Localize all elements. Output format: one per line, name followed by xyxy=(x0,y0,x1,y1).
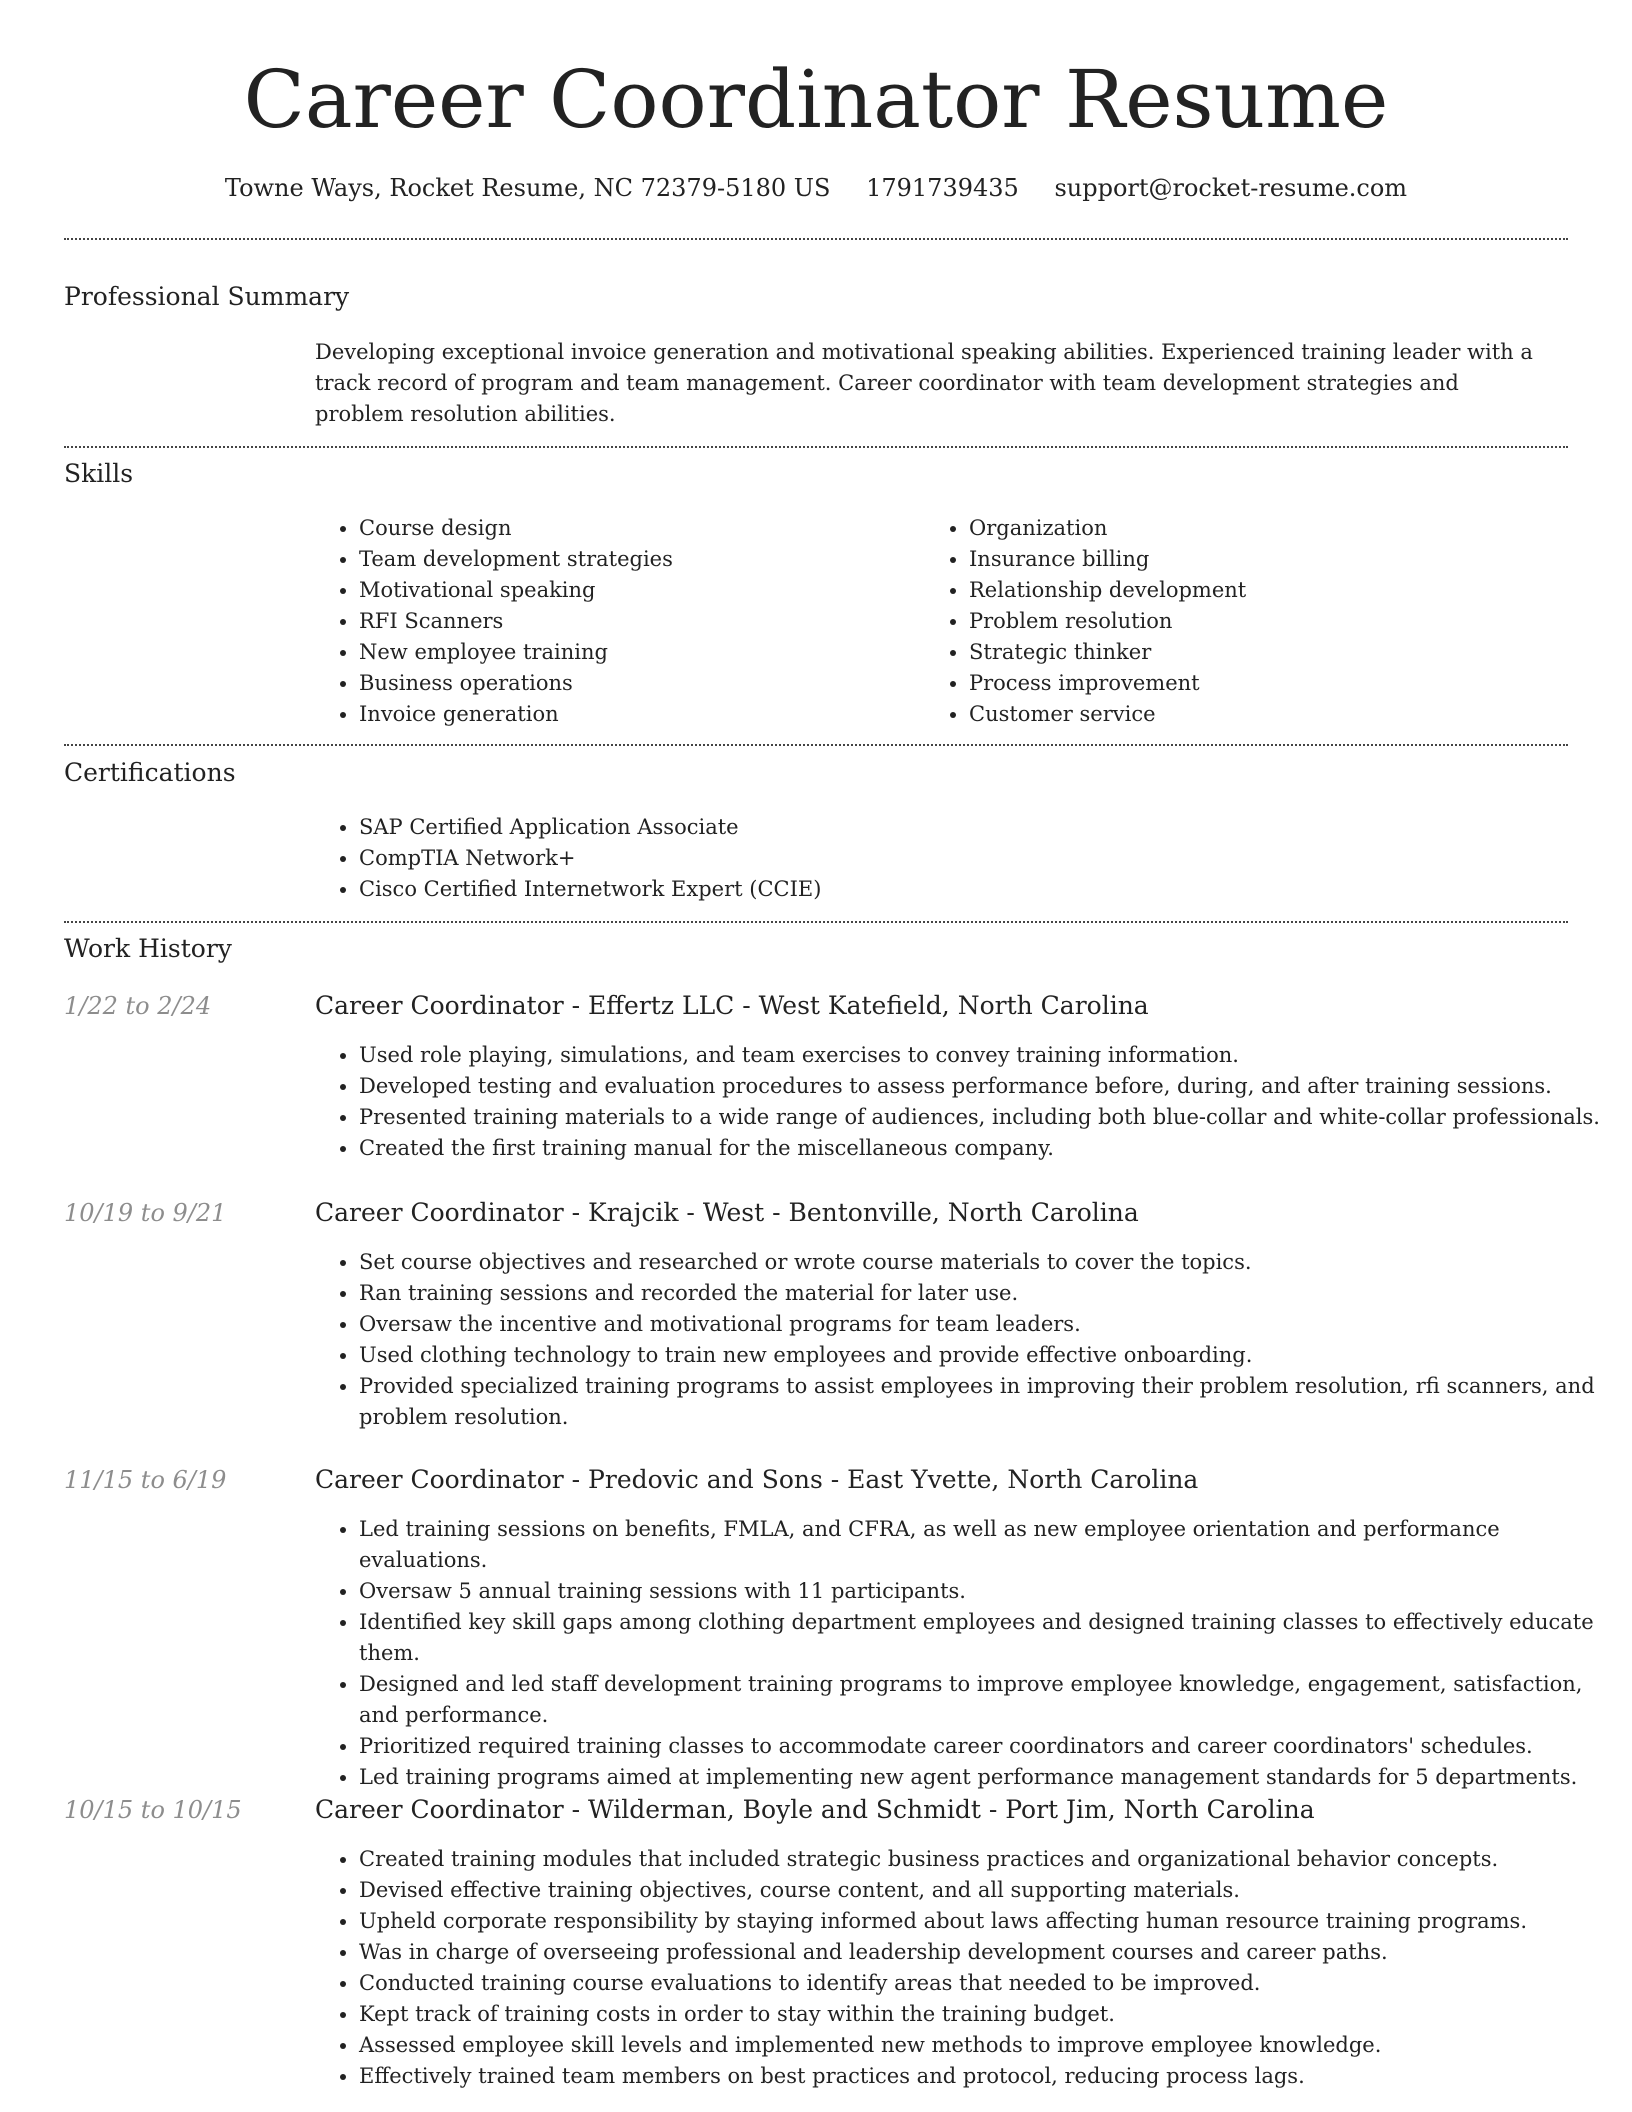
skill-item: • Team development strategies xyxy=(359,544,919,575)
certifications-heading: Certifications xyxy=(64,758,236,787)
skill-item: • Customer service xyxy=(969,699,1569,730)
work-heading: Work History xyxy=(64,934,232,963)
skills-heading: Skills xyxy=(64,459,134,488)
skill-item: • Process improvement xyxy=(969,668,1569,699)
certification-item: • CompTIA Network+ xyxy=(359,843,1589,874)
job-bullets xyxy=(315,1040,1609,1164)
job-bullet: • Used clothing technology to train new employees and provide effective onboarding. xyxy=(359,1340,1609,1371)
job-bullet: • Conducted training course evaluations to identify areas that needed to be improved. xyxy=(359,1968,1609,1999)
job-bullet: • Presented training materials to a wide range of audiences, including both blue-collar and white-collar professionals. xyxy=(359,1102,1609,1133)
summary-text: Developing exceptional invoice generation and motivational speaking abilities. Experienced training leader with a track record of program and team management. Career coordinator with team development strategies and problem resolution abilities. xyxy=(315,340,1533,426)
job-bullets xyxy=(315,1844,1609,2092)
job-bullet: • Created training modules that included strategic business practices and organizational behavior concepts. xyxy=(359,1844,1609,1875)
job-bullet: • Used role playing, simulations, and team exercises to convey training information. xyxy=(359,1040,1609,1071)
skill-item: • Problem resolution xyxy=(969,606,1569,637)
job-bullets xyxy=(315,1514,1609,1793)
skill-item: • RFI Scanners xyxy=(359,606,919,637)
job-dates: 10/15 to 10/15 xyxy=(64,1796,242,1824)
job-bullet: • Effectively trained team members on best practices and protocol, reducing process lags. xyxy=(359,2061,1609,2092)
skill-item: • Motivational speaking xyxy=(359,575,919,606)
job-bullets xyxy=(315,1247,1609,1433)
contact-line xyxy=(0,170,1632,206)
contact-email: support@rocket-resume.com xyxy=(1054,174,1408,202)
contact-phone: 1791739435 xyxy=(866,174,1019,202)
job-dates: 11/15 to 6/19 xyxy=(64,1466,227,1494)
job-bullet: • Led training programs aimed at implementing new agent performance management standards for 5 departments. xyxy=(359,1762,1609,1793)
job-bullet: • Oversaw the incentive and motivational programs for team leaders. xyxy=(359,1309,1609,1340)
skill-item: • Strategic thinker xyxy=(969,637,1569,668)
job-bullet: • Oversaw 5 annual training sessions with 11 participants. xyxy=(359,1576,1609,1607)
job-bullet: • Provided specialized training programs to assist employees in improving their problem resolution, rfi scanners, and problem resolution. xyxy=(359,1371,1609,1433)
summary-heading: Professional Summary xyxy=(64,282,350,311)
section-divider xyxy=(64,744,1568,746)
section-divider xyxy=(64,446,1568,448)
job-dates: 1/22 to 2/24 xyxy=(64,992,212,1020)
skill-item: • Course design xyxy=(359,513,919,544)
job-bullet: • Devised effective training objectives, course content, and all supporting materials. xyxy=(359,1875,1609,1906)
job-bullet: • Developed testing and evaluation procedures to assess performance before, during, and after training sessions. xyxy=(359,1071,1609,1102)
skill-item: • Business operations xyxy=(359,668,919,699)
resume-title: Career Coordinator Resume xyxy=(243,53,1389,146)
job-bullet: • Assessed employee skill levels and implemented new methods to improve employee knowledge. xyxy=(359,2030,1609,2061)
job-bullet: • Kept track of training costs in order to stay within the training budget. xyxy=(359,1999,1609,2030)
job-bullet: • Set course objectives and researched or wrote course materials to cover the topics. xyxy=(359,1247,1609,1278)
skill-item: • New employee training xyxy=(359,637,919,668)
job-bullet: • Prioritized required training classes to accommodate career coordinators and career coordinators' schedules. xyxy=(359,1731,1609,1762)
job-bullet: • Upheld corporate responsibility by staying informed about laws affecting human resource training programs. xyxy=(359,1906,1609,1937)
job-bullet: • Created the first training manual for the miscellaneous company. xyxy=(359,1133,1609,1164)
job-title: Career Coordinator - Predovic and Sons - East Yvette, North Carolina xyxy=(315,1465,1199,1494)
certifications-list xyxy=(315,812,1589,905)
certification-item: • SAP Certified Application Associate xyxy=(359,812,1589,843)
certification-item: • Cisco Certified Internetwork Expert (CCIE) xyxy=(359,874,1589,905)
job-dates: 10/19 to 9/21 xyxy=(64,1199,227,1227)
job-bullet: • Was in charge of overseeing professional and leadership development courses and career paths. xyxy=(359,1937,1609,1968)
job-title: Career Coordinator - Effertz LLC - West Katefield, North Carolina xyxy=(315,991,1149,1020)
skill-item: • Relationship development xyxy=(969,575,1569,606)
job-bullet: • Ran training sessions and recorded the material for later use. xyxy=(359,1278,1609,1309)
job-bullet: • Designed and led staff development training programs to improve employee knowledge, engagement, satisfaction, and performance. xyxy=(359,1669,1609,1731)
job-title: Career Coordinator - Wilderman, Boyle and Schmidt - Port Jim, North Carolina xyxy=(315,1795,1315,1824)
section-divider xyxy=(64,238,1568,240)
job-title: Career Coordinator - Krajcik - West - Bentonville, North Carolina xyxy=(315,1198,1139,1227)
skill-item: • Invoice generation xyxy=(359,699,919,730)
job-bullet: • Led training sessions on benefits, FMLA, and CFRA, as well as new employee orientation and performance evaluations. xyxy=(359,1514,1609,1576)
section-divider xyxy=(64,921,1568,923)
skill-item: • Organization xyxy=(969,513,1569,544)
skill-item: • Insurance billing xyxy=(969,544,1569,575)
job-bullet: • Identified key skill gaps among clothing department employees and designed training classes to effectively educate them. xyxy=(359,1607,1609,1669)
skills-list-right xyxy=(925,513,1569,730)
skills-list-left xyxy=(315,513,919,730)
contact-address: Towne Ways, Rocket Resume, NC 72379-5180 US xyxy=(224,174,831,202)
